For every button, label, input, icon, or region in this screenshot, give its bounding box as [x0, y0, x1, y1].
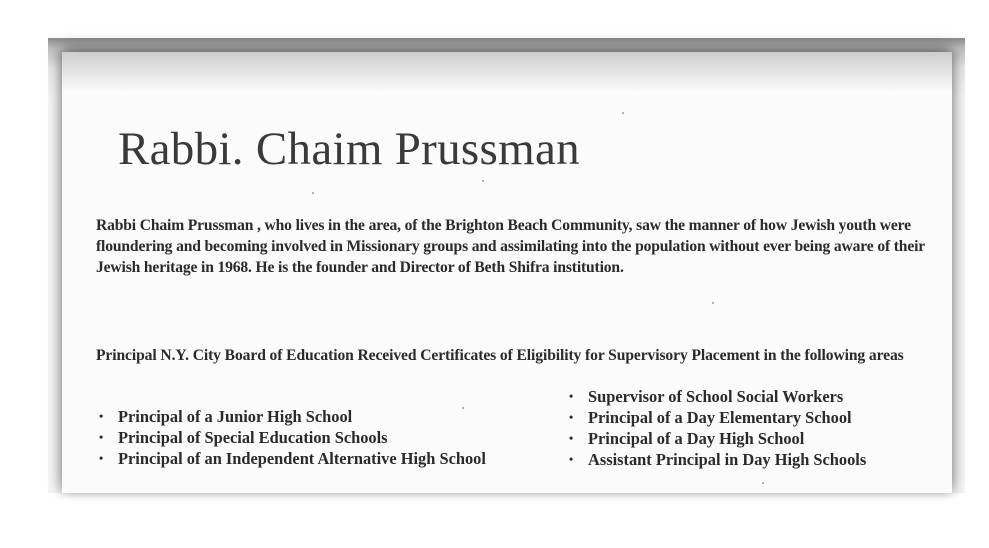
- list-item-label: Principal of a Day High School: [588, 429, 805, 448]
- bullet-icon: •: [99, 430, 104, 444]
- list-item: [566, 407, 866, 428]
- scan-speck: [462, 407, 464, 409]
- certifications-list-right: [566, 386, 866, 470]
- list-item-label: Principal of an Independent Alternative High School: [118, 449, 486, 468]
- certifications-list-left: [96, 406, 486, 469]
- list-item-label: Principal of a Day Elementary School: [588, 408, 852, 427]
- list-item-label: Assistant Principal in Day High Schools: [588, 450, 867, 469]
- bullet-icon: •: [569, 410, 574, 424]
- list-item: [566, 428, 866, 449]
- bullet-icon: •: [569, 389, 574, 403]
- list-item: [96, 406, 486, 427]
- list-item-label: Supervisor of School Social Workers: [588, 387, 844, 406]
- scan-speck: [712, 302, 714, 304]
- scan-speck: [762, 482, 764, 484]
- document-page: [62, 52, 952, 493]
- list-item: [566, 449, 866, 470]
- list-item: [96, 448, 486, 469]
- certifications-heading: Principal N.Y. City Board of Education Received Certificates of Eligibility for Supervisory Placement in the following areas: [96, 347, 904, 364]
- scan-speck: [482, 180, 484, 182]
- list-item: [96, 427, 486, 448]
- list-item-label: Principal of Special Education Schools: [118, 428, 388, 447]
- document-title: Rabbi. Chaim Prussman: [118, 123, 580, 175]
- list-item-label: Principal of a Junior High School: [118, 407, 353, 426]
- scan-speck: [622, 112, 624, 114]
- list-item: [566, 386, 866, 407]
- intro-paragraph: Rabbi Chaim Prussman , who lives in the area, of the Brighton Beach Community, saw the manner of how Jewish youth were floundering and becoming involved in Missionary groups and assimilating into the population without ever being aware of their Jewish heritage in 1968. He is the founder and Director of Beth Shifra institution.: [96, 217, 925, 276]
- bullet-icon: •: [569, 431, 574, 445]
- bullet-icon: •: [99, 451, 104, 465]
- scan-speck: [312, 192, 314, 194]
- bullet-icon: •: [569, 452, 574, 466]
- bullet-icon: •: [99, 409, 104, 423]
